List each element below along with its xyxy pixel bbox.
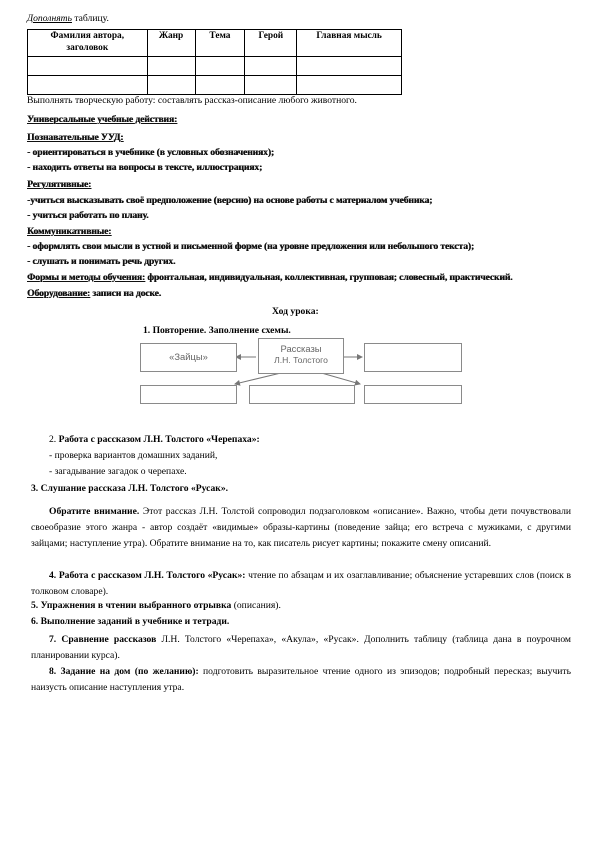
table-row [28, 76, 402, 95]
lesson-step-4 [31, 568, 571, 600]
step-8-text: подготовить выразительное чтение одного из эпизодов; подробный пересказ; выучить наизусть описание наступления утра. [31, 666, 571, 693]
step-4-title: 4. Работа с рассказом Л.Н. Толстого «Русак»: [49, 570, 246, 581]
scheme-center-box [258, 338, 344, 374]
scheme-box-bottom-center [249, 385, 355, 404]
step-4-text: чтение по абзацам и их озаглавливание; объяснение устаревших слов (поиск в толковом словаре). [31, 570, 571, 597]
scheme-box-bottom-left [140, 385, 237, 404]
lesson-step-2 [49, 434, 260, 446]
table-header-cell: Фамилия автора, заголовок [28, 30, 148, 57]
comparison-table [27, 29, 402, 95]
step-5-title: 5. Упражнения в чтении выбранного отрывка [31, 600, 232, 611]
table-cell [297, 76, 402, 95]
forms-line [27, 272, 512, 284]
uud-cognitive-item: - ориентироваться в учебнике (в условных обозначениях); [27, 147, 274, 158]
table-header-cell: Главная мысль [297, 30, 402, 57]
lesson-title: Ход урока: [272, 306, 319, 317]
lesson-step-7 [31, 632, 571, 664]
equipment-label: Оборудование: [27, 288, 90, 299]
step-2-title: Работа с рассказом Л.Н. Толстого «Черепаха»: [58, 434, 260, 445]
scheme-box-top-right [364, 343, 462, 372]
creative-task: Выполнять творческую работу: составлять рассказ-описание любого животного. [27, 95, 357, 106]
table-header-cell: Жанр [147, 30, 195, 57]
table-cell [245, 76, 297, 95]
scheme-diagram [140, 338, 462, 408]
lesson-step-5 [31, 600, 281, 612]
step-2-item: - загадывание загадок о черепахе. [49, 466, 187, 477]
table-cell [147, 76, 195, 95]
uud-regulatory-item: -учиться высказывать своё предположение (версию) на основе работы с материалом учебника; [27, 195, 433, 206]
table-cell [195, 76, 245, 95]
forms-label: Формы и методы обучения: [27, 272, 145, 283]
scheme-center-line1: Рассказы [280, 343, 322, 354]
uud-communicative-item: - слушать и понимать речь других. [27, 256, 176, 267]
uud-cognitive-title: Познавательные УУД: [27, 132, 124, 143]
table-task-verb: Дополнять [27, 13, 72, 24]
uud-cognitive-item: - находить ответы на вопросы в тексте, иллюстрациях; [27, 162, 263, 173]
scheme-box-bottom-right [364, 385, 462, 404]
equipment-text: записи на доске. [89, 288, 161, 299]
table-header-cell: Герой [245, 30, 297, 57]
step-8-title: 8. Задание на дом (по желанию): [49, 666, 199, 677]
scheme-box-top-left [140, 343, 237, 372]
uud-regulatory-title: Регулятивные: [27, 179, 92, 190]
uud-regulatory-item: - учиться работать по плану. [27, 210, 149, 221]
lesson-step-1: 1. Повторение. Заполнение схемы. [143, 325, 291, 336]
table-cell [28, 76, 148, 95]
step-7-text: Л.Н. Толстого «Черепаха», «Акула», «Русак». Дополнить таблицу (таблица дана в поурочном планировании курса). [31, 634, 571, 661]
lesson-step-6: 6. Выполнение заданий в учебнике и тетради. [31, 616, 230, 627]
equipment-line [27, 288, 161, 300]
step-5-text: (описания). [231, 600, 281, 611]
table-header-cell: Тема [195, 30, 245, 57]
uud-communicative-title: Коммуникативные: [27, 226, 112, 237]
table-row [28, 57, 402, 76]
lesson-step-3: 3. Слушание рассказа Л.Н. Толстого «Русак». [31, 483, 229, 494]
scheme-box-label: «Зайцы» [169, 351, 208, 362]
table-cell [147, 57, 195, 76]
step-2-number: 2. [49, 434, 59, 445]
uud-communicative-item: - оформлять свои мысли в устной и письменной форме (на уровне предложения или небольшого текста); [27, 241, 474, 252]
table-cell [245, 57, 297, 76]
table-task-rest: таблицу. [71, 13, 109, 24]
attention-label: Обратите внимание. [49, 506, 140, 517]
uud-title: Универсальные учебные действия: [27, 114, 178, 125]
table-cell [28, 57, 148, 76]
lesson-step-8 [31, 664, 571, 696]
scheme-center-line2: Л.Н. Толстого [274, 354, 328, 365]
table-cell [195, 57, 245, 76]
table-task-line [27, 13, 109, 25]
attention-paragraph [31, 504, 571, 551]
step-2-item: - проверка вариантов домашних заданий, [49, 450, 218, 461]
table-cell [297, 57, 402, 76]
table-header-row [28, 30, 402, 57]
forms-text: фронтальная, индивидуальная, коллективная, групповая; словесный, практический. [144, 272, 513, 283]
step-7-title: 7. Сравнение рассказов [49, 634, 157, 645]
attention-text: Этот рассказ Л.Н. Толстой сопроводил подзаголовком «описание». Важно, чтобы дети почувствовали своеобразие этого жанра - автор создаёт «видимые» образы-картины (поведение зайца; его встреча с мужиками, с другими зайцами; наступление утра). Обратите внимание на то, как писатель рисует картины; покажите смену описаний. [31, 506, 572, 549]
